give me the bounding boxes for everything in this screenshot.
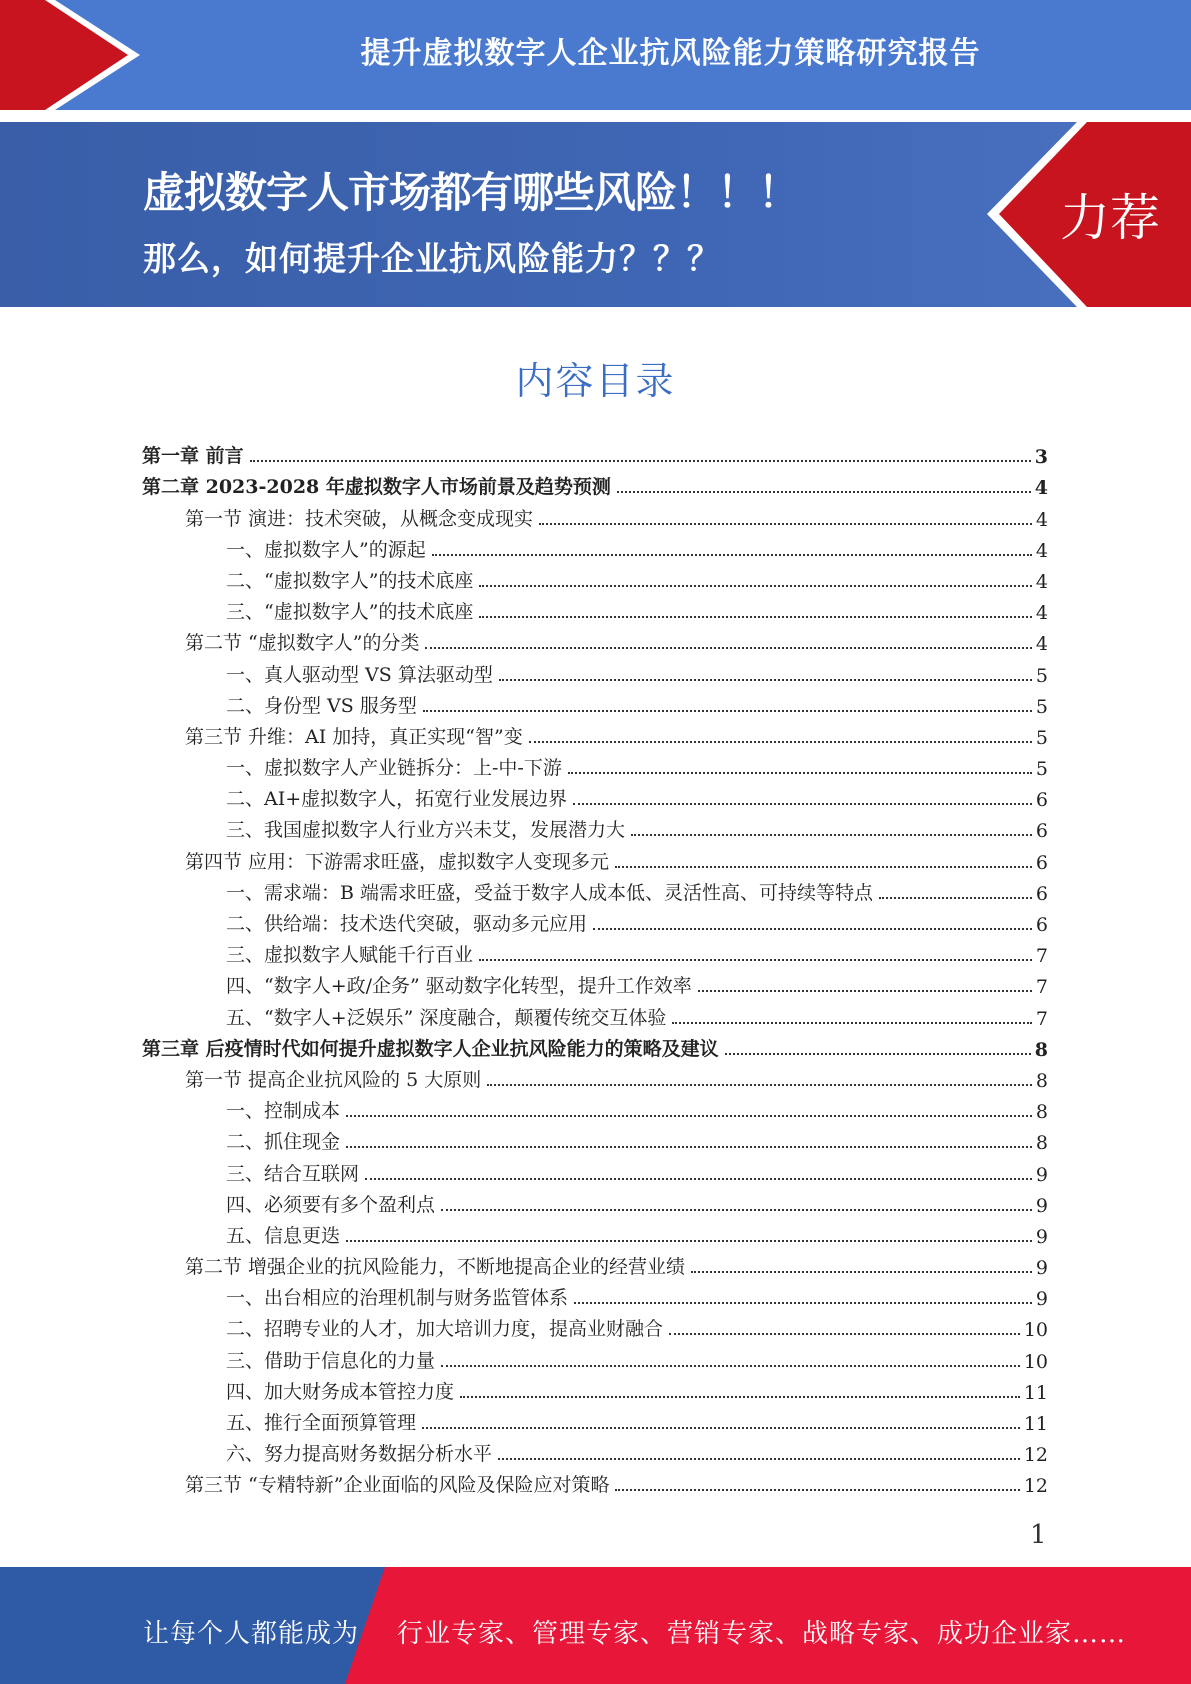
toc-entry-page: 4 xyxy=(1035,508,1048,531)
toc-entry-page: 7 xyxy=(1035,1007,1048,1030)
toc-dot-leader xyxy=(615,1488,1019,1491)
toc-entry[interactable] xyxy=(142,1030,1048,1061)
toc-dot-leader xyxy=(487,1083,1032,1086)
toc-entry-title: 五、“数字人+泛娱乐” 深度融合，颠覆传统交互体验 xyxy=(226,1006,667,1029)
toc-entry-page: 11 xyxy=(1023,1381,1048,1404)
toc-entry-title: 二、AI+虚拟数字人，拓宽行业发展边界 xyxy=(226,788,568,811)
toc-entry-title: 第二节 增强企业的抗风险能力，不断地提高企业的经营业绩 xyxy=(185,1256,686,1279)
toc-entry-page: 6 xyxy=(1035,851,1048,874)
toc-entry[interactable] xyxy=(142,1404,1048,1435)
toc-dot-leader xyxy=(432,553,1032,556)
toc-entry-page: 8 xyxy=(1034,1038,1048,1061)
toc-entry-page: 8 xyxy=(1035,1101,1048,1124)
toc-dot-leader xyxy=(441,1364,1020,1367)
page-number: 1 xyxy=(1030,1520,1047,1550)
toc-entry-page: 5 xyxy=(1035,664,1048,687)
toc-entry-title: 二、身份型 VS 服务型 xyxy=(226,694,417,717)
toc-dot-leader xyxy=(725,1052,1031,1055)
toc-entry-page: 6 xyxy=(1035,882,1048,905)
toc-heading: 内容目录 xyxy=(515,359,676,403)
toc-entry-page: 9 xyxy=(1035,1194,1048,1217)
toc-entry-title: 一、控制成本 xyxy=(226,1100,341,1123)
toc-entry[interactable] xyxy=(142,1373,1048,1404)
toc-entry-title: 二、抓住现金 xyxy=(226,1131,341,1154)
toc-entry[interactable] xyxy=(142,531,1048,562)
toc-entry-page: 5 xyxy=(1035,726,1048,749)
toc-entry-title: 第三章 后疫情时代如何提升虚拟数字人企业抗风险能力的策略及建议 xyxy=(142,1037,719,1060)
toc-entry[interactable] xyxy=(142,655,1048,686)
toc-entry-page: 6 xyxy=(1035,789,1048,812)
toc-entry[interactable] xyxy=(142,1248,1048,1279)
toc-entry-page: 4 xyxy=(1035,539,1048,562)
toc-dot-leader xyxy=(479,615,1031,618)
toc-dot-leader xyxy=(631,833,1032,836)
toc-entry-page: 5 xyxy=(1035,758,1048,781)
toc-entry-title: 三、虚拟数字人赋能千行百业 xyxy=(226,944,474,967)
toc-dot-leader xyxy=(250,459,1031,462)
toc-entry[interactable] xyxy=(142,1123,1048,1154)
toc-dot-leader xyxy=(346,1239,1032,1242)
toc-dot-leader xyxy=(568,771,1032,774)
toc-entry[interactable] xyxy=(142,905,1048,936)
toc-entry-title: 一、虚拟数字人”的源起 xyxy=(226,538,426,561)
banner-subheadline: 那么，如何提升企业抗风险能力？？？ xyxy=(143,239,721,278)
toc-entry[interactable] xyxy=(142,842,1048,873)
toc-entry-title: 三、“虚拟数字人”的技术底座 xyxy=(226,601,474,624)
toc-dot-leader xyxy=(423,709,1032,712)
toc-entry-title: 五、信息更迭 xyxy=(226,1224,341,1247)
banner-headline: 虚拟数字人市场都有哪些风险！！！ xyxy=(143,168,800,217)
toc-dot-leader xyxy=(615,865,1032,868)
toc-dot-leader xyxy=(573,802,1032,805)
toc-dot-leader xyxy=(529,740,1032,743)
toc-entry[interactable] xyxy=(142,624,1048,655)
toc-entry-page: 4 xyxy=(1034,477,1048,500)
toc-entry-title: 第四节 应用：下游需求旺盛，虚拟数字人变现多元 xyxy=(185,850,610,873)
toc-dot-leader xyxy=(346,1114,1032,1117)
toc-entry[interactable] xyxy=(142,718,1048,749)
toc-entry[interactable] xyxy=(142,1310,1048,1341)
toc-entry-title: 四、加大财务成本管控力度 xyxy=(226,1380,455,1403)
toc-entry-title: 一、需求端：B 端需求旺盛，受益于数字人成本低、灵活性高、可持续等特点 xyxy=(226,881,874,904)
toc-entry-title: 第一节 提高企业抗风险的 5 大原则 xyxy=(185,1068,482,1091)
toc-entry[interactable] xyxy=(142,1435,1048,1466)
footer-slogan-right: 行业专家、管理专家、营销专家、战略专家、成功企业家…… xyxy=(397,1619,1127,1649)
toc-entry-title: 第三节 升维：AI 加持，真正实现“智”变 xyxy=(185,725,523,748)
toc-dot-leader xyxy=(499,678,1032,681)
toc-entry-title: 第三节 “专精特新”企业面临的风险及保险应对策略 xyxy=(185,1474,610,1497)
toc-entry-title: 一、真人驱动型 VS 算法驱动型 xyxy=(226,663,493,686)
toc-dot-leader xyxy=(425,646,1031,649)
toc-dot-leader xyxy=(479,958,1032,961)
toc-entry-page: 4 xyxy=(1035,570,1048,593)
table-of-contents xyxy=(142,437,1048,1497)
toc-entry-page: 12 xyxy=(1023,1444,1048,1467)
toc-entry-title: 二、招聘专业的人才，加大培训力度，提高业财融合 xyxy=(226,1318,664,1341)
toc-entry-page: 4 xyxy=(1035,633,1048,656)
toc-entry-title: 一、虚拟数字人产业链拆分：上-中-下游 xyxy=(226,757,562,780)
toc-dot-leader xyxy=(539,522,1032,525)
toc-dot-leader xyxy=(617,490,1031,493)
toc-entry[interactable] xyxy=(142,967,1048,998)
toc-entry[interactable] xyxy=(142,1061,1048,1092)
toc-dot-leader xyxy=(698,989,1032,992)
toc-entry[interactable] xyxy=(142,468,1048,499)
toc-entry-page: 8 xyxy=(1035,1069,1048,1092)
toc-dot-leader xyxy=(479,584,1031,587)
toc-entry[interactable] xyxy=(142,437,1048,468)
toc-entry[interactable] xyxy=(142,1186,1048,1217)
toc-entry[interactable] xyxy=(142,1092,1048,1123)
toc-entry-title: 第一章 前言 xyxy=(142,445,244,468)
toc-dot-leader xyxy=(574,1301,1032,1304)
recommend-badge-label: 力荐 xyxy=(1060,189,1160,247)
toc-entry[interactable] xyxy=(142,874,1048,905)
toc-entry[interactable] xyxy=(142,1466,1048,1497)
toc-dot-leader xyxy=(672,1021,1032,1024)
toc-entry-page: 5 xyxy=(1035,695,1048,718)
toc-entry-title: 三、结合互联网 xyxy=(226,1162,360,1185)
toc-dot-leader xyxy=(460,1395,1020,1398)
toc-entry-title: 六、努力提高财务数据分析水平 xyxy=(226,1443,493,1466)
toc-entry[interactable] xyxy=(142,998,1048,1029)
toc-entry-page: 9 xyxy=(1035,1257,1048,1280)
toc-entry[interactable] xyxy=(142,593,1048,624)
toc-entry-title: 二、“虚拟数字人”的技术底座 xyxy=(226,569,474,592)
toc-dot-leader xyxy=(498,1457,1020,1460)
toc-entry[interactable] xyxy=(142,1279,1048,1310)
toc-entry[interactable] xyxy=(142,1217,1048,1248)
toc-entry[interactable] xyxy=(142,811,1048,842)
toc-entry-page: 9 xyxy=(1035,1288,1048,1311)
toc-entry-page: 10 xyxy=(1023,1350,1048,1373)
toc-entry-page: 6 xyxy=(1035,914,1048,936)
toc-entry[interactable] xyxy=(142,749,1048,780)
toc-entry[interactable] xyxy=(142,687,1048,718)
toc-dot-leader xyxy=(669,1332,1020,1335)
toc-entry-page: 4 xyxy=(1035,602,1048,625)
toc-entry-page: 3 xyxy=(1034,446,1048,469)
toc-entry[interactable] xyxy=(142,1341,1048,1372)
toc-entry[interactable] xyxy=(142,499,1048,530)
toc-entry-page: 12 xyxy=(1023,1475,1048,1498)
toc-dot-leader xyxy=(365,1177,1032,1180)
toc-dot-leader xyxy=(346,1145,1032,1148)
toc-entry-title: 一、出台相应的治理机制与财务监管体系 xyxy=(226,1287,569,1310)
toc-dot-leader xyxy=(691,1270,1032,1273)
toc-entry-page: 9 xyxy=(1035,1163,1048,1186)
toc-entry[interactable] xyxy=(142,562,1048,593)
toc-entry-page: 9 xyxy=(1035,1225,1048,1248)
toc-entry[interactable] xyxy=(142,1154,1048,1185)
toc-entry-page: 11 xyxy=(1023,1413,1048,1435)
toc-entry[interactable] xyxy=(142,936,1048,967)
toc-entry-title: 第二节 “虚拟数字人”的分类 xyxy=(185,632,420,655)
toc-entry-title: 四、必须要有多个盈利点 xyxy=(226,1193,436,1216)
toc-entry-page: 7 xyxy=(1035,976,1048,999)
footer-slogan-left: 让每个人都能成为 xyxy=(143,1619,360,1649)
toc-dot-leader xyxy=(879,896,1032,899)
toc-entry-page: 7 xyxy=(1035,945,1048,968)
toc-entry[interactable] xyxy=(142,780,1048,811)
toc-entry-title: 二、供给端：技术迭代突破，驱动多元应用 xyxy=(226,913,588,935)
toc-entry-title: 五、推行全面预算管理 xyxy=(226,1412,417,1434)
toc-entry-page: 8 xyxy=(1035,1132,1048,1155)
toc-entry-title: 三、借助于信息化的力量 xyxy=(226,1349,436,1372)
toc-dot-leader xyxy=(422,1426,1020,1429)
toc-entry-page: 10 xyxy=(1023,1319,1048,1342)
report-title: 提升虚拟数字人企业抗风险能力策略研究报告 xyxy=(360,36,981,71)
toc-entry-title: 四、“数字人+政/企务” 驱动数字化转型，提升工作效率 xyxy=(226,975,692,998)
toc-entry-page: 6 xyxy=(1035,820,1048,843)
toc-entry-title: 第二章 2023-2028 年虚拟数字人市场前景及趋势预测 xyxy=(142,476,611,499)
toc-dot-leader xyxy=(593,927,1032,930)
toc-dot-leader xyxy=(441,1208,1032,1211)
toc-entry-title: 三、我国虚拟数字人行业方兴未艾，发展潜力大 xyxy=(226,819,626,842)
toc-entry-title: 第一节 演进：技术突破，从概念变成现实 xyxy=(185,507,534,530)
